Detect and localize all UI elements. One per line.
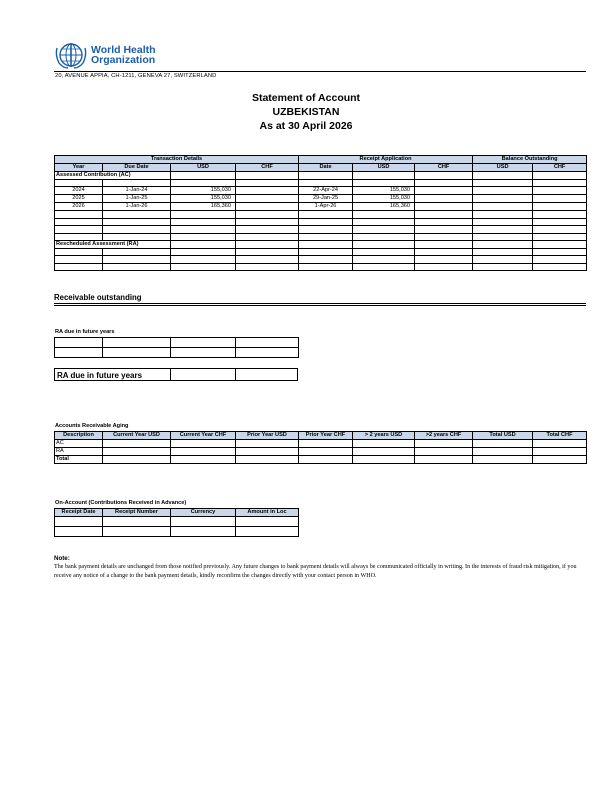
on-account-col: Amount in Loc bbox=[236, 509, 299, 517]
aging-col: Description bbox=[55, 432, 103, 440]
aging-col: Prior Year CHF bbox=[299, 432, 353, 440]
col-balance-chf: CHF bbox=[533, 164, 587, 172]
col-usd: USD bbox=[171, 164, 236, 172]
group-header-receipt: Receipt Application bbox=[299, 156, 473, 164]
note-text: The bank payment details are unchanged from those notified previously. Any future changes to bank payment details will always be communicated officially in writing. In the interests of fraud risk mitigation, if you receive any notice of a change to the bank payment details, kindly reconfirm the changes directly with your contact person in WHO. bbox=[54, 564, 577, 580]
table-row: 2024 1-Jan-24 155,030 22-Apr-24 155,030 bbox=[55, 187, 587, 195]
org-name-line1: World Health bbox=[91, 44, 156, 56]
aging-col: > 2 years USD bbox=[353, 432, 415, 440]
table-row: 2025 1-Jan-25 155,030 29-Jan-25 155,030 bbox=[55, 195, 587, 203]
table-row: AC bbox=[55, 440, 587, 448]
on-account-label: On-Account (Contributions Received in Advance) bbox=[55, 500, 187, 506]
section-ra: Rescheduled Assessment (RA) bbox=[55, 240, 171, 248]
aging-col: >2 years CHF bbox=[415, 432, 473, 440]
aging-col: Prior Year USD bbox=[236, 432, 299, 440]
statement-table bbox=[54, 155, 587, 271]
ra-future-total bbox=[54, 368, 298, 381]
aging-col: Total CHF bbox=[533, 432, 587, 440]
aging-label: Accounts Receivable Aging bbox=[55, 423, 129, 429]
col-year: Year bbox=[55, 164, 103, 172]
ra-future-total-label: RA due in future years bbox=[57, 371, 143, 380]
who-emblem-icon bbox=[54, 40, 88, 70]
group-header-balance: Balance Outstanding bbox=[473, 156, 587, 164]
col-receipt-chf: CHF bbox=[415, 164, 473, 172]
group-header-transaction: Transaction Details bbox=[55, 156, 299, 164]
who-logo bbox=[54, 40, 156, 70]
aging-table bbox=[54, 431, 587, 464]
col-receipt-usd: USD bbox=[353, 164, 415, 172]
statement-date: As at 30 April 2026 bbox=[259, 120, 353, 132]
on-account-col: Receipt Date bbox=[55, 509, 103, 517]
col-chf: CHF bbox=[236, 164, 299, 172]
on-account-col: Currency bbox=[171, 509, 236, 517]
on-account-table bbox=[54, 508, 299, 537]
aging-col: Current Year USD bbox=[103, 432, 171, 440]
section-ac: Assessed Contribution (AC) bbox=[55, 172, 171, 180]
statement-title: Statement of Account bbox=[251, 92, 361, 104]
col-balance-usd: USD bbox=[473, 164, 533, 172]
aging-col: Current Year CHF bbox=[171, 432, 236, 440]
table-row: RA bbox=[55, 448, 587, 456]
table-row: 2026 1-Jan-26 165,360 1-Apr-26 165,360 bbox=[55, 203, 587, 211]
ra-future-table bbox=[54, 337, 299, 358]
aging-col: Total USD bbox=[473, 432, 533, 440]
org-name-line2: Organization bbox=[91, 54, 156, 66]
table-row: Total bbox=[55, 456, 587, 464]
country-name: UZBEKISTAN bbox=[272, 106, 340, 118]
org-address: 20, AVENUE APPIA, CH-1211, GENEVA 27, SWITZERLAND bbox=[55, 73, 217, 79]
on-account-col: Receipt Number bbox=[103, 509, 171, 517]
col-due-date: Due Date bbox=[103, 164, 171, 172]
receivable-outstanding-label: Receivable outstanding bbox=[54, 293, 142, 302]
receivable-rule bbox=[54, 303, 586, 306]
header-rule bbox=[54, 71, 586, 72]
ra-future-label: RA due in future years bbox=[55, 329, 115, 335]
col-date: Date bbox=[299, 164, 353, 172]
note-title: Note: bbox=[54, 555, 70, 562]
